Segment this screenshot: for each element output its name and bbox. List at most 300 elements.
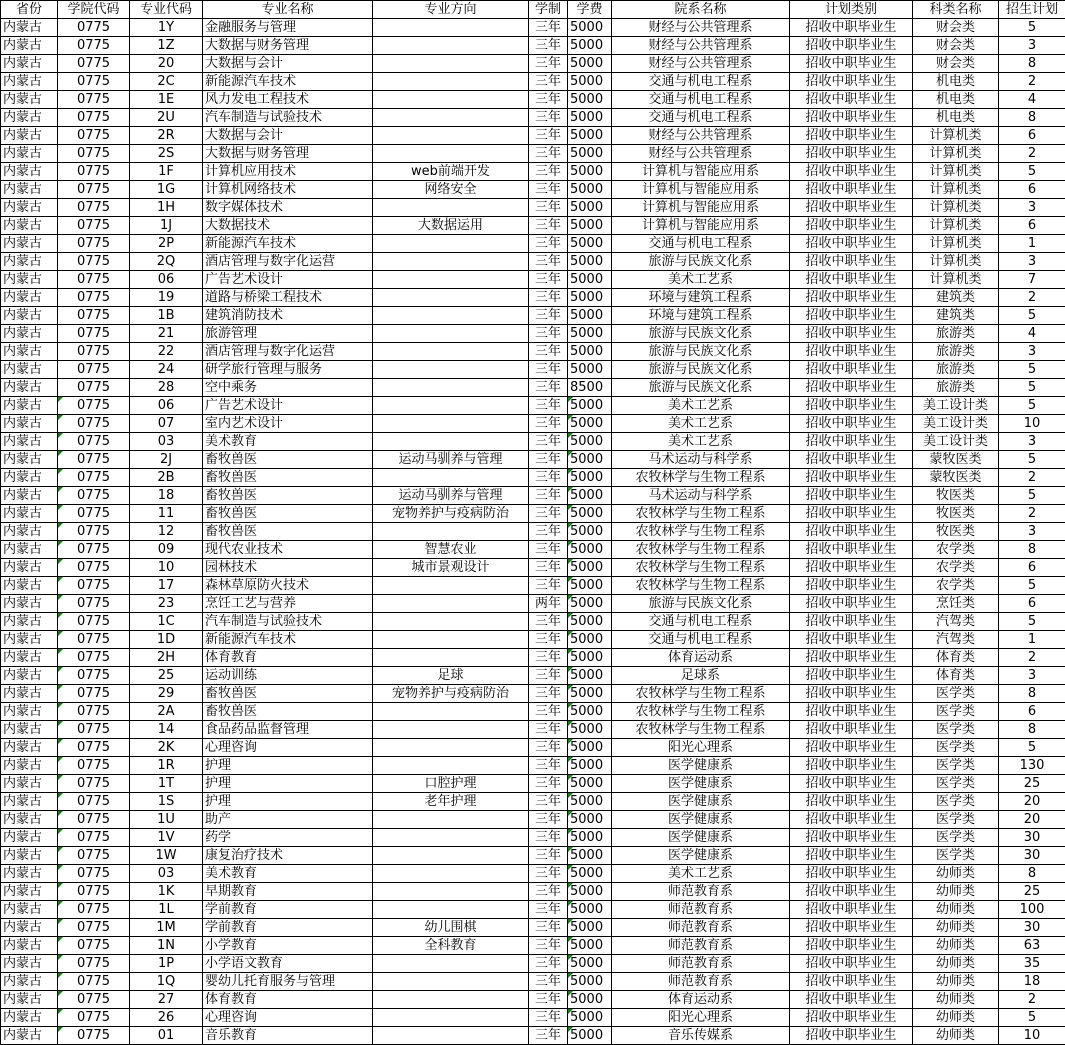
cell-major-name[interactable]: 婴幼儿托育服务与管理	[203, 973, 373, 991]
cell-province[interactable]: 内蒙古	[1, 937, 58, 955]
cell-category[interactable]: 财会类	[913, 55, 999, 73]
cell-enrollment-quota[interactable]: 5	[999, 577, 1065, 595]
cell-enrollment-quota[interactable]: 35	[999, 955, 1065, 973]
cell-duration[interactable]: 三年	[529, 829, 568, 847]
cell-department[interactable]: 财经与公共管理系	[612, 37, 790, 55]
cell-province[interactable]: 内蒙古	[1, 379, 58, 397]
cell-enrollment-quota[interactable]: 8	[999, 865, 1065, 883]
cell-major-direction[interactable]	[373, 703, 529, 721]
cell-plan-type[interactable]: 招收中职毕业生	[790, 883, 913, 901]
cell-province[interactable]: 内蒙古	[1, 217, 58, 235]
cell-college-code[interactable]: 0775	[58, 757, 130, 775]
cell-major-direction[interactable]	[373, 523, 529, 541]
cell-major-direction[interactable]	[373, 721, 529, 739]
cell-major-name[interactable]: 护理	[203, 793, 373, 811]
cell-category[interactable]: 幼师类	[913, 883, 999, 901]
cell-category[interactable]: 计算机类	[913, 181, 999, 199]
cell-duration[interactable]: 三年	[529, 145, 568, 163]
cell-tuition[interactable]: 5000	[568, 523, 612, 541]
cell-tuition[interactable]: 5000	[568, 649, 612, 667]
cell-duration[interactable]: 三年	[529, 865, 568, 883]
cell-college-code[interactable]: 0775	[58, 469, 130, 487]
cell-tuition[interactable]: 5000	[568, 127, 612, 145]
cell-major-direction[interactable]: 大数据运用	[373, 217, 529, 235]
cell-enrollment-quota[interactable]: 8	[999, 109, 1065, 127]
cell-major-code[interactable]: 01	[130, 1027, 203, 1045]
cell-major-direction[interactable]: web前端开发	[373, 163, 529, 181]
cell-enrollment-quota[interactable]: 4	[999, 325, 1065, 343]
cell-enrollment-quota[interactable]: 25	[999, 883, 1065, 901]
cell-province[interactable]: 内蒙古	[1, 1027, 58, 1045]
cell-major-direction[interactable]	[373, 199, 529, 217]
cell-tuition[interactable]: 5000	[568, 91, 612, 109]
cell-major-direction[interactable]	[373, 361, 529, 379]
cell-major-direction[interactable]	[373, 73, 529, 91]
cell-major-direction[interactable]	[373, 631, 529, 649]
cell-duration[interactable]: 三年	[529, 163, 568, 181]
cell-major-code[interactable]: 2R	[130, 127, 203, 145]
cell-enrollment-quota[interactable]: 7	[999, 271, 1065, 289]
cell-major-code[interactable]: 1U	[130, 811, 203, 829]
column-header-major-name[interactable]: 专业名称	[203, 1, 373, 19]
cell-major-code[interactable]: 1D	[130, 631, 203, 649]
cell-plan-type[interactable]: 招收中职毕业生	[790, 289, 913, 307]
cell-enrollment-quota[interactable]: 4	[999, 91, 1065, 109]
cell-major-name[interactable]: 研学旅行管理与服务	[203, 361, 373, 379]
cell-tuition[interactable]: 5000	[568, 415, 612, 433]
cell-department[interactable]: 财经与公共管理系	[612, 19, 790, 37]
cell-major-name[interactable]: 畜牧兽医	[203, 487, 373, 505]
cell-tuition[interactable]: 5000	[568, 307, 612, 325]
cell-college-code[interactable]: 0775	[58, 1027, 130, 1045]
cell-tuition[interactable]: 5000	[568, 703, 612, 721]
cell-tuition[interactable]: 5000	[568, 811, 612, 829]
cell-duration[interactable]: 三年	[529, 847, 568, 865]
cell-major-direction[interactable]: 宠物养护与疫病防治	[373, 685, 529, 703]
cell-province[interactable]: 内蒙古	[1, 433, 58, 451]
cell-tuition[interactable]: 5000	[568, 505, 612, 523]
cell-major-direction[interactable]	[373, 829, 529, 847]
cell-tuition[interactable]: 5000	[568, 883, 612, 901]
cell-tuition[interactable]: 5000	[568, 1027, 612, 1045]
cell-college-code[interactable]: 0775	[58, 865, 130, 883]
cell-category[interactable]: 牧医类	[913, 505, 999, 523]
cell-category[interactable]: 计算机类	[913, 145, 999, 163]
cell-major-code[interactable]: 2A	[130, 703, 203, 721]
cell-plan-type[interactable]: 招收中职毕业生	[790, 667, 913, 685]
cell-major-code[interactable]: 1V	[130, 829, 203, 847]
cell-enrollment-quota[interactable]: 5	[999, 163, 1065, 181]
cell-college-code[interactable]: 0775	[58, 541, 130, 559]
cell-department[interactable]: 阳光心理系	[612, 1009, 790, 1027]
cell-category[interactable]: 幼师类	[913, 937, 999, 955]
cell-tuition[interactable]: 5000	[568, 685, 612, 703]
cell-duration[interactable]: 三年	[529, 127, 568, 145]
cell-duration[interactable]: 三年	[529, 883, 568, 901]
cell-department[interactable]: 交通与机电工程系	[612, 109, 790, 127]
cell-major-code[interactable]: 1Q	[130, 973, 203, 991]
cell-duration[interactable]: 三年	[529, 631, 568, 649]
cell-tuition[interactable]: 5000	[568, 55, 612, 73]
cell-department[interactable]: 医学健康系	[612, 757, 790, 775]
cell-duration[interactable]: 三年	[529, 721, 568, 739]
cell-plan-type[interactable]: 招收中职毕业生	[790, 397, 913, 415]
cell-major-direction[interactable]	[373, 865, 529, 883]
cell-major-direction[interactable]	[373, 901, 529, 919]
cell-department[interactable]: 美术工艺系	[612, 865, 790, 883]
cell-major-direction[interactable]	[373, 649, 529, 667]
cell-duration[interactable]: 三年	[529, 991, 568, 1009]
cell-enrollment-quota[interactable]: 25	[999, 775, 1065, 793]
cell-tuition[interactable]: 5000	[568, 541, 612, 559]
cell-duration[interactable]: 三年	[529, 361, 568, 379]
cell-college-code[interactable]: 0775	[58, 973, 130, 991]
cell-enrollment-quota[interactable]: 8	[999, 685, 1065, 703]
cell-college-code[interactable]: 0775	[58, 631, 130, 649]
cell-major-direction[interactable]: 运动马驯养与管理	[373, 451, 529, 469]
cell-province[interactable]: 内蒙古	[1, 541, 58, 559]
cell-category[interactable]: 财会类	[913, 37, 999, 55]
cell-major-direction[interactable]	[373, 415, 529, 433]
cell-category[interactable]: 医学类	[913, 793, 999, 811]
cell-college-code[interactable]: 0775	[58, 937, 130, 955]
cell-major-name[interactable]: 畜牧兽医	[203, 469, 373, 487]
column-header-college-code[interactable]: 学院代码	[58, 1, 130, 19]
cell-plan-type[interactable]: 招收中职毕业生	[790, 487, 913, 505]
cell-category[interactable]: 计算机类	[913, 199, 999, 217]
cell-major-name[interactable]: 畜牧兽医	[203, 523, 373, 541]
cell-province[interactable]: 内蒙古	[1, 289, 58, 307]
cell-major-code[interactable]: 12	[130, 523, 203, 541]
cell-plan-type[interactable]: 招收中职毕业生	[790, 559, 913, 577]
cell-major-name[interactable]: 金融服务与管理	[203, 19, 373, 37]
cell-tuition[interactable]: 5000	[568, 721, 612, 739]
cell-category[interactable]: 旅游类	[913, 325, 999, 343]
cell-major-name[interactable]: 大数据与会计	[203, 127, 373, 145]
cell-duration[interactable]: 三年	[529, 793, 568, 811]
cell-duration[interactable]: 三年	[529, 217, 568, 235]
cell-tuition[interactable]: 5000	[568, 109, 612, 127]
cell-college-code[interactable]: 0775	[58, 847, 130, 865]
cell-plan-type[interactable]: 招收中职毕业生	[790, 91, 913, 109]
cell-major-direction[interactable]: 口腔护理	[373, 775, 529, 793]
cell-enrollment-quota[interactable]: 5	[999, 451, 1065, 469]
cell-college-code[interactable]: 0775	[58, 127, 130, 145]
cell-enrollment-quota[interactable]: 63	[999, 937, 1065, 955]
cell-enrollment-quota[interactable]: 6	[999, 559, 1065, 577]
cell-tuition[interactable]: 5000	[568, 325, 612, 343]
cell-category[interactable]: 财会类	[913, 19, 999, 37]
cell-major-name[interactable]: 早期教育	[203, 883, 373, 901]
cell-plan-type[interactable]: 招收中职毕业生	[790, 775, 913, 793]
cell-plan-type[interactable]: 招收中职毕业生	[790, 235, 913, 253]
cell-duration[interactable]: 三年	[529, 703, 568, 721]
cell-major-code[interactable]: 19	[130, 289, 203, 307]
cell-college-code[interactable]: 0775	[58, 217, 130, 235]
cell-college-code[interactable]: 0775	[58, 307, 130, 325]
cell-enrollment-quota[interactable]: 2	[999, 991, 1065, 1009]
cell-plan-type[interactable]: 招收中职毕业生	[790, 919, 913, 937]
cell-major-code[interactable]: 28	[130, 379, 203, 397]
cell-department[interactable]: 医学健康系	[612, 811, 790, 829]
cell-enrollment-quota[interactable]: 5	[999, 739, 1065, 757]
cell-duration[interactable]: 三年	[529, 667, 568, 685]
cell-duration[interactable]: 三年	[529, 937, 568, 955]
cell-major-name[interactable]: 音乐教育	[203, 1027, 373, 1045]
cell-department[interactable]: 音乐传媒系	[612, 1027, 790, 1045]
cell-enrollment-quota[interactable]: 20	[999, 811, 1065, 829]
cell-category[interactable]: 牧医类	[913, 487, 999, 505]
cell-plan-type[interactable]: 招收中职毕业生	[790, 181, 913, 199]
cell-tuition[interactable]: 5000	[568, 235, 612, 253]
cell-enrollment-quota[interactable]: 2	[999, 469, 1065, 487]
cell-major-code[interactable]: 11	[130, 505, 203, 523]
cell-plan-type[interactable]: 招收中职毕业生	[790, 505, 913, 523]
cell-major-name[interactable]: 药学	[203, 829, 373, 847]
cell-major-direction[interactable]	[373, 127, 529, 145]
cell-category[interactable]: 幼师类	[913, 973, 999, 991]
cell-major-code[interactable]: 2B	[130, 469, 203, 487]
cell-major-name[interactable]: 美术教育	[203, 865, 373, 883]
cell-category[interactable]: 幼师类	[913, 919, 999, 937]
cell-major-code[interactable]: 1B	[130, 307, 203, 325]
cell-department[interactable]: 体育运动系	[612, 649, 790, 667]
cell-province[interactable]: 内蒙古	[1, 271, 58, 289]
cell-major-code[interactable]: 2C	[130, 73, 203, 91]
cell-major-direction[interactable]	[373, 613, 529, 631]
cell-tuition[interactable]: 5000	[568, 829, 612, 847]
cell-tuition[interactable]: 5000	[568, 1009, 612, 1027]
cell-plan-type[interactable]: 招收中职毕业生	[790, 433, 913, 451]
cell-department[interactable]: 师范教育系	[612, 901, 790, 919]
cell-enrollment-quota[interactable]: 6	[999, 217, 1065, 235]
cell-major-code[interactable]: 2P	[130, 235, 203, 253]
cell-province[interactable]: 内蒙古	[1, 325, 58, 343]
cell-tuition[interactable]: 5000	[568, 469, 612, 487]
cell-province[interactable]: 内蒙古	[1, 613, 58, 631]
column-header-duration[interactable]: 学制	[529, 1, 568, 19]
cell-duration[interactable]: 三年	[529, 235, 568, 253]
cell-major-name[interactable]: 畜牧兽医	[203, 451, 373, 469]
cell-college-code[interactable]: 0775	[58, 199, 130, 217]
cell-category[interactable]: 幼师类	[913, 901, 999, 919]
cell-major-direction[interactable]	[373, 253, 529, 271]
cell-major-name[interactable]: 烹饪工艺与营养	[203, 595, 373, 613]
cell-plan-type[interactable]: 招收中职毕业生	[790, 973, 913, 991]
cell-province[interactable]: 内蒙古	[1, 883, 58, 901]
cell-major-name[interactable]: 园林技术	[203, 559, 373, 577]
cell-enrollment-quota[interactable]: 5	[999, 361, 1065, 379]
cell-province[interactable]: 内蒙古	[1, 163, 58, 181]
cell-plan-type[interactable]: 招收中职毕业生	[790, 703, 913, 721]
cell-province[interactable]: 内蒙古	[1, 775, 58, 793]
cell-college-code[interactable]: 0775	[58, 235, 130, 253]
cell-major-name[interactable]: 风力发电工程技术	[203, 91, 373, 109]
cell-department[interactable]: 计算机与智能应用系	[612, 199, 790, 217]
cell-college-code[interactable]: 0775	[58, 163, 130, 181]
cell-department[interactable]: 农牧林学与生物工程系	[612, 721, 790, 739]
cell-plan-type[interactable]: 招收中职毕业生	[790, 811, 913, 829]
column-header-plan-type[interactable]: 计划类别	[790, 1, 913, 19]
cell-major-code[interactable]: 21	[130, 325, 203, 343]
cell-duration[interactable]: 三年	[529, 379, 568, 397]
cell-college-code[interactable]: 0775	[58, 91, 130, 109]
cell-major-code[interactable]: 03	[130, 865, 203, 883]
cell-province[interactable]: 内蒙古	[1, 919, 58, 937]
column-header-enrollment-quota[interactable]: 招生计划	[999, 1, 1065, 19]
cell-category[interactable]: 幼师类	[913, 1027, 999, 1045]
cell-province[interactable]: 内蒙古	[1, 991, 58, 1009]
cell-major-name[interactable]: 运动训练	[203, 667, 373, 685]
cell-plan-type[interactable]: 招收中职毕业生	[790, 577, 913, 595]
cell-enrollment-quota[interactable]: 30	[999, 919, 1065, 937]
cell-province[interactable]: 内蒙古	[1, 649, 58, 667]
cell-province[interactable]: 内蒙古	[1, 415, 58, 433]
cell-category[interactable]: 汽驾类	[913, 631, 999, 649]
cell-enrollment-quota[interactable]: 20	[999, 793, 1065, 811]
cell-major-direction[interactable]	[373, 307, 529, 325]
cell-major-direction[interactable]	[373, 469, 529, 487]
cell-department[interactable]: 医学健康系	[612, 829, 790, 847]
cell-college-code[interactable]: 0775	[58, 739, 130, 757]
cell-major-direction[interactable]: 智慧农业	[373, 541, 529, 559]
cell-plan-type[interactable]: 招收中职毕业生	[790, 325, 913, 343]
cell-duration[interactable]: 三年	[529, 559, 568, 577]
cell-category[interactable]: 农学类	[913, 577, 999, 595]
cell-college-code[interactable]: 0775	[58, 505, 130, 523]
cell-major-name[interactable]: 现代农业技术	[203, 541, 373, 559]
cell-major-code[interactable]: 07	[130, 415, 203, 433]
cell-major-code[interactable]: 10	[130, 559, 203, 577]
cell-major-code[interactable]: 1T	[130, 775, 203, 793]
cell-plan-type[interactable]: 招收中职毕业生	[790, 1027, 913, 1045]
column-header-province[interactable]: 省份	[1, 1, 58, 19]
cell-college-code[interactable]: 0775	[58, 703, 130, 721]
cell-province[interactable]: 内蒙古	[1, 91, 58, 109]
cell-major-name[interactable]: 大数据技术	[203, 217, 373, 235]
cell-major-name[interactable]: 食品药品监督管理	[203, 721, 373, 739]
cell-plan-type[interactable]: 招收中职毕业生	[790, 415, 913, 433]
cell-plan-type[interactable]: 招收中职毕业生	[790, 361, 913, 379]
cell-category[interactable]: 美工设计类	[913, 433, 999, 451]
cell-department[interactable]: 旅游与民族文化系	[612, 379, 790, 397]
cell-category[interactable]: 计算机类	[913, 253, 999, 271]
cell-duration[interactable]: 三年	[529, 55, 568, 73]
column-header-category[interactable]: 科类名称	[913, 1, 999, 19]
cell-tuition[interactable]: 5000	[568, 919, 612, 937]
cell-enrollment-quota[interactable]: 5	[999, 613, 1065, 631]
cell-enrollment-quota[interactable]: 2	[999, 289, 1065, 307]
cell-major-code[interactable]: 1F	[130, 163, 203, 181]
cell-tuition[interactable]: 8500	[568, 379, 612, 397]
cell-major-name[interactable]: 畜牧兽医	[203, 505, 373, 523]
cell-college-code[interactable]: 0775	[58, 415, 130, 433]
cell-major-direction[interactable]	[373, 433, 529, 451]
cell-major-code[interactable]: 1R	[130, 757, 203, 775]
cell-department[interactable]: 交通与机电工程系	[612, 73, 790, 91]
cell-department[interactable]: 交通与机电工程系	[612, 613, 790, 631]
cell-major-direction[interactable]	[373, 343, 529, 361]
cell-duration[interactable]: 三年	[529, 541, 568, 559]
cell-category[interactable]: 旅游类	[913, 361, 999, 379]
cell-category[interactable]: 计算机类	[913, 127, 999, 145]
cell-major-direction[interactable]	[373, 847, 529, 865]
cell-province[interactable]: 内蒙古	[1, 505, 58, 523]
cell-duration[interactable]: 三年	[529, 91, 568, 109]
cell-enrollment-quota[interactable]: 8	[999, 721, 1065, 739]
cell-major-code[interactable]: 06	[130, 397, 203, 415]
cell-major-direction[interactable]	[373, 91, 529, 109]
cell-plan-type[interactable]: 招收中职毕业生	[790, 469, 913, 487]
cell-enrollment-quota[interactable]: 5	[999, 1009, 1065, 1027]
cell-department[interactable]: 医学健康系	[612, 847, 790, 865]
cell-enrollment-quota[interactable]: 30	[999, 847, 1065, 865]
cell-category[interactable]: 医学类	[913, 757, 999, 775]
cell-major-code[interactable]: 1S	[130, 793, 203, 811]
cell-province[interactable]: 内蒙古	[1, 811, 58, 829]
cell-major-direction[interactable]: 宠物养护与疫病防治	[373, 505, 529, 523]
cell-major-direction[interactable]	[373, 757, 529, 775]
cell-duration[interactable]: 三年	[529, 505, 568, 523]
cell-duration[interactable]: 三年	[529, 757, 568, 775]
cell-category[interactable]: 医学类	[913, 829, 999, 847]
cell-tuition[interactable]: 5000	[568, 757, 612, 775]
cell-plan-type[interactable]: 招收中职毕业生	[790, 109, 913, 127]
cell-department[interactable]: 环境与建筑工程系	[612, 307, 790, 325]
cell-enrollment-quota[interactable]: 3	[999, 343, 1065, 361]
cell-department[interactable]: 旅游与民族文化系	[612, 343, 790, 361]
cell-plan-type[interactable]: 招收中职毕业生	[790, 73, 913, 91]
cell-duration[interactable]: 三年	[529, 253, 568, 271]
column-header-tuition[interactable]: 学费	[568, 1, 612, 19]
cell-category[interactable]: 农学类	[913, 559, 999, 577]
cell-college-code[interactable]: 0775	[58, 145, 130, 163]
cell-major-name[interactable]: 新能源汽车技术	[203, 73, 373, 91]
cell-major-name[interactable]: 室内艺术设计	[203, 415, 373, 433]
cell-tuition[interactable]: 5000	[568, 199, 612, 217]
cell-tuition[interactable]: 5000	[568, 739, 612, 757]
cell-major-name[interactable]: 大数据与财务管理	[203, 145, 373, 163]
cell-college-code[interactable]: 0775	[58, 721, 130, 739]
cell-major-name[interactable]: 美术教育	[203, 433, 373, 451]
cell-plan-type[interactable]: 招收中职毕业生	[790, 541, 913, 559]
cell-major-code[interactable]: 09	[130, 541, 203, 559]
cell-category[interactable]: 建筑类	[913, 289, 999, 307]
cell-duration[interactable]: 三年	[529, 685, 568, 703]
cell-enrollment-quota[interactable]: 3	[999, 199, 1065, 217]
cell-plan-type[interactable]: 招收中职毕业生	[790, 163, 913, 181]
cell-duration[interactable]: 三年	[529, 811, 568, 829]
cell-department[interactable]: 美术工艺系	[612, 433, 790, 451]
cell-college-code[interactable]: 0775	[58, 883, 130, 901]
cell-province[interactable]: 内蒙古	[1, 865, 58, 883]
cell-major-code[interactable]: 2U	[130, 109, 203, 127]
cell-major-direction[interactable]	[373, 991, 529, 1009]
cell-major-direction[interactable]	[373, 973, 529, 991]
cell-plan-type[interactable]: 招收中职毕业生	[790, 613, 913, 631]
cell-category[interactable]: 蒙牧医类	[913, 451, 999, 469]
cell-province[interactable]: 内蒙古	[1, 577, 58, 595]
cell-major-direction[interactable]: 全科教育	[373, 937, 529, 955]
cell-college-code[interactable]: 0775	[58, 379, 130, 397]
cell-tuition[interactable]: 5000	[568, 991, 612, 1009]
cell-enrollment-quota[interactable]: 6	[999, 703, 1065, 721]
cell-enrollment-quota[interactable]: 5	[999, 307, 1065, 325]
column-header-department[interactable]: 院系名称	[612, 1, 790, 19]
cell-department[interactable]: 农牧林学与生物工程系	[612, 559, 790, 577]
cell-plan-type[interactable]: 招收中职毕业生	[790, 145, 913, 163]
cell-major-name[interactable]: 学前教育	[203, 901, 373, 919]
